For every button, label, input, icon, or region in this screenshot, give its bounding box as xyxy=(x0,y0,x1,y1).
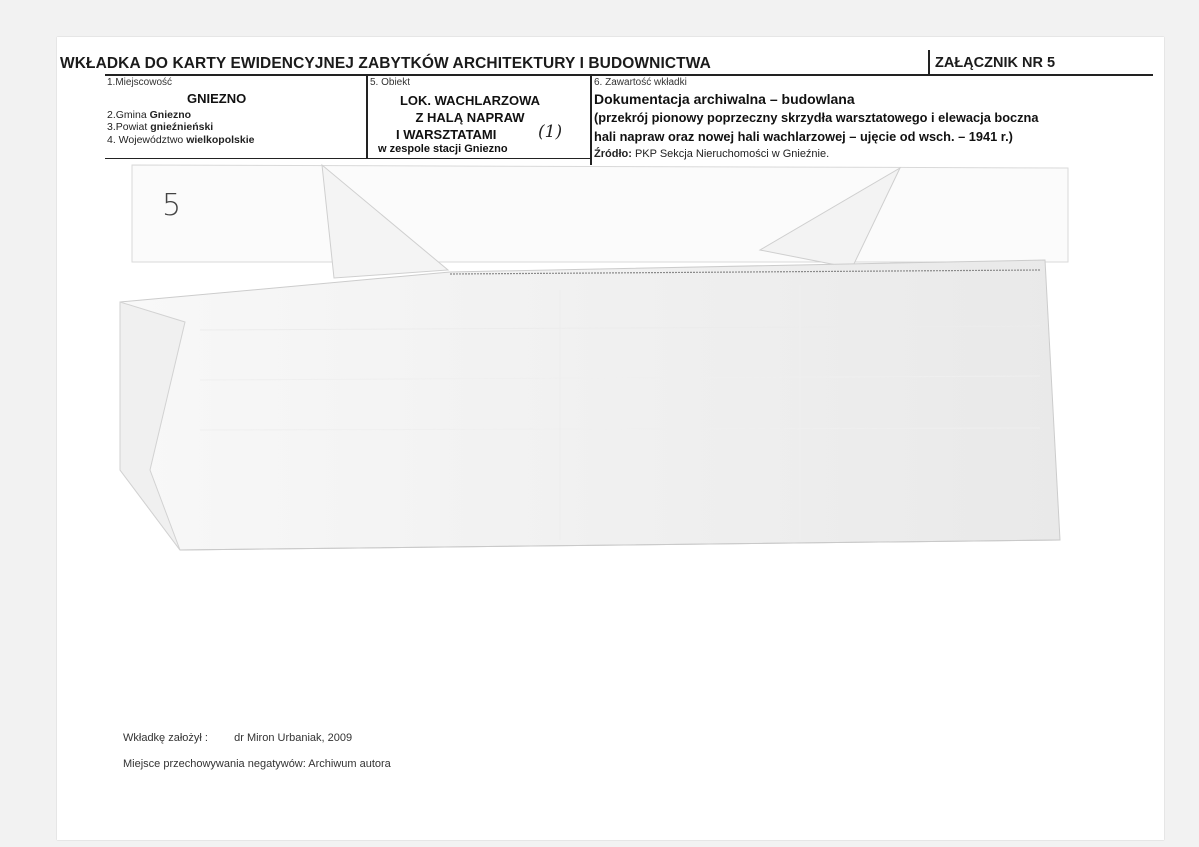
district-label: 3.Powiat xyxy=(107,121,148,133)
commune-label: 2.Gmina xyxy=(107,109,147,121)
place-label: 1.Miejscowość xyxy=(107,77,173,88)
source-value: PKP Sekcja Nieruchomości w Gnieźnie. xyxy=(634,148,830,160)
author-label: Wkładkę założył : xyxy=(123,732,208,744)
storage-value: Archiwum autora xyxy=(308,758,391,770)
commune-value: Gniezno xyxy=(149,109,192,121)
object-line-2: Z HALĄ NAPRAW xyxy=(415,110,525,125)
object-line-4: w zespole stacji Gniezno xyxy=(378,143,508,155)
object-label: 5. Obiekt xyxy=(370,77,411,88)
content-description-2: hali napraw oraz nowej hali wachlarzowej – ujęcie od wsch. – 1941 r.) xyxy=(594,129,1013,144)
source-label: Źródło: xyxy=(594,148,632,160)
handwritten-mark: 5 xyxy=(162,188,182,223)
author-value: dr Miron Urbaniak, 2009 xyxy=(234,732,353,744)
content-description-1: (przekrój pionowy poprzeczny skrzydła warsztatowego i elewacja boczna xyxy=(594,110,1039,125)
storage-row xyxy=(123,758,391,770)
voivodeship-label: 4. Województwo xyxy=(107,134,184,146)
storage-label: Miejsce przechowywania negatywów: xyxy=(123,758,306,770)
document-title: WKŁADKA DO KARTY EWIDENCYJNEJ ZABYTKÓW ARCHITEKTURY I BUDOWNICTWA xyxy=(60,55,711,72)
voivodeship-value: wielkopolskie xyxy=(186,134,255,146)
place-value: GNIEZNO xyxy=(187,91,247,106)
content-label: 6. Zawartość wkładki xyxy=(594,77,687,88)
object-line-1: LOK. WACHLARZOWA xyxy=(399,93,541,108)
attachment-number: ZAŁĄCZNIK NR 5 xyxy=(935,55,1056,71)
content-title: Dokumentacja archiwalna – budowlana xyxy=(594,91,855,107)
object-line-3: I WARSZTATAMI xyxy=(396,127,497,142)
object-handwritten-number: (1) xyxy=(538,122,563,142)
back-sheet xyxy=(132,165,1068,262)
author-row xyxy=(123,732,352,744)
front-sheet xyxy=(120,260,1060,550)
district-value: gnieźnieński xyxy=(150,121,214,133)
